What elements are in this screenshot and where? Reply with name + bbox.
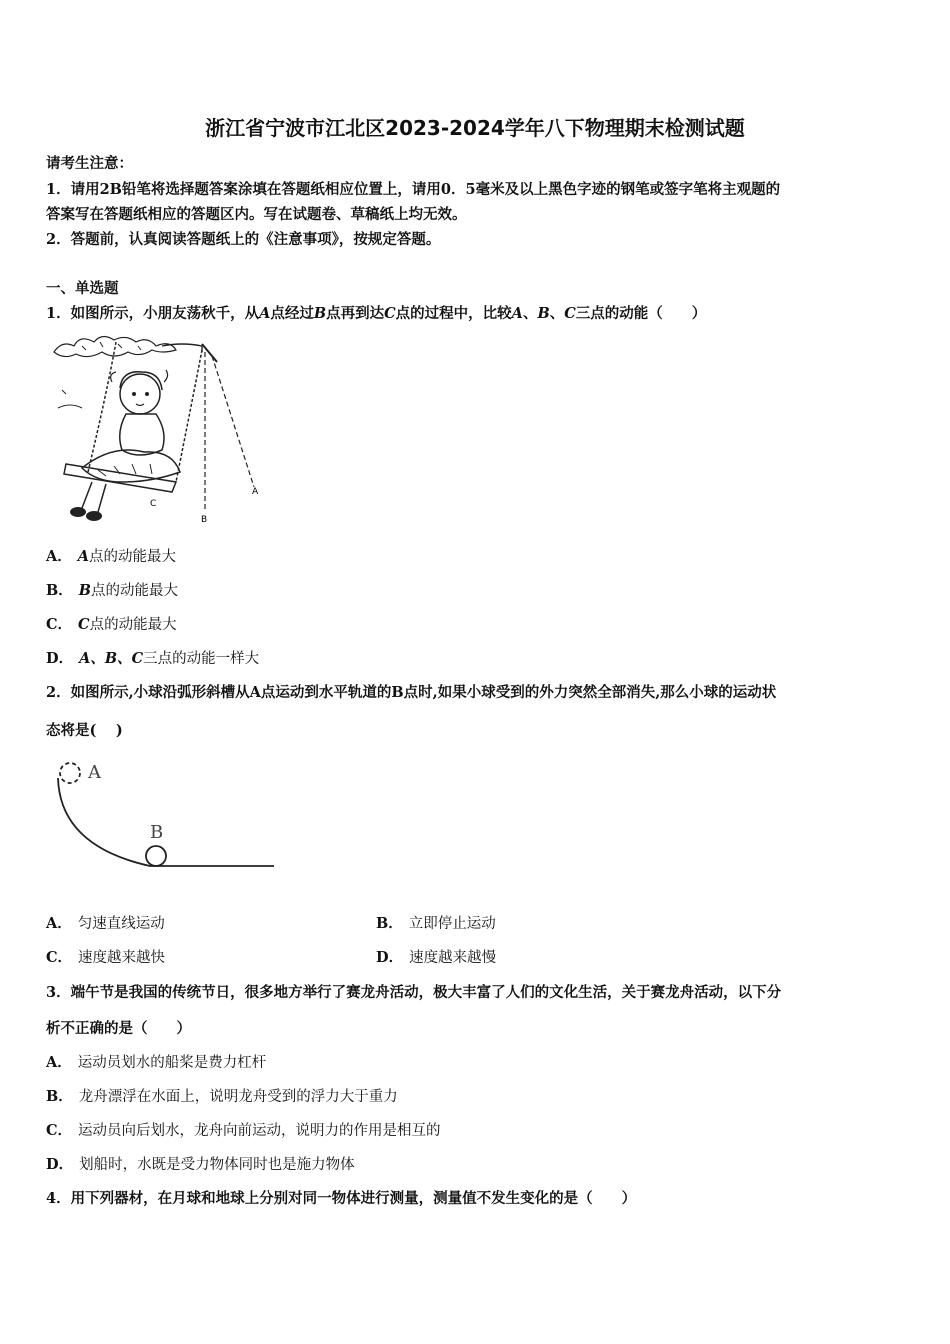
option-label: B． <box>46 582 73 599</box>
option-var: B <box>78 582 92 599</box>
swing-figure <box>52 332 272 532</box>
option-text: 立即停止运动 <box>408 916 496 932</box>
option-text: 运动员划水的船桨是费力杠杆 <box>77 1055 267 1071</box>
q2-option-a[interactable] <box>46 912 165 933</box>
option-text: 匀速直线运动 <box>77 916 165 932</box>
option-text: 龙舟漂浮在水面上，说明龙舟受到的浮力大于重力 <box>78 1089 398 1105</box>
q1-stem-part: 点再到达 <box>326 305 385 322</box>
q3-option-c[interactable] <box>46 1119 441 1140</box>
option-var: C <box>78 616 90 633</box>
q1-var: C <box>564 305 576 322</box>
option-text: 划船时，水既是受力物体同时也是施力物体 <box>79 1157 355 1173</box>
notice-item-2: 2．答题前，认真阅读答题纸上的《注意事项》，按规定答题。 <box>46 231 441 248</box>
page-title: 浙江省宁波市江北区2023-2024学年八下物理期末检测试题 <box>205 116 745 140</box>
option-var: A、B、C <box>79 650 144 667</box>
option-label: C． <box>46 949 73 966</box>
figure-label-b: B <box>201 515 208 525</box>
option-label: A． <box>46 915 72 932</box>
q2-option-c[interactable] <box>46 946 165 967</box>
option-text: 三点的动能一样大 <box>143 651 260 667</box>
question-1-stem <box>46 302 706 323</box>
question-4-stem: 4．用下列器材，在月球和地球上分别对同一物体进行测量，测量值不发生变化的是（ ） <box>46 1190 637 1207</box>
figure-label-b: B <box>150 822 164 843</box>
figure-label-a: A <box>88 762 101 783</box>
slope-ball-figure <box>50 756 280 876</box>
option-text: 点的动能最大 <box>91 583 179 599</box>
section-heading-single-choice: 一、单选题 <box>46 280 119 297</box>
question-3-stem-line-2: 析不正确的是（ ） <box>46 1020 191 1037</box>
q1-stem-part: 三点的动能（ ） <box>575 305 707 322</box>
option-label: D． <box>46 1156 74 1173</box>
q1-stem-part: 、 <box>549 305 565 322</box>
q1-var: A <box>259 305 271 322</box>
q1-option-a[interactable] <box>46 545 176 566</box>
option-label: A． <box>46 548 72 565</box>
q1-var: B <box>313 305 327 322</box>
question-2-stem-line-1: 2．如图所示,小球沿弧形斜槽从A点运动到水平轨道的B点时,如果小球受到的外力突然全部消失,那么小球的运动状 <box>46 684 777 701</box>
q1-var: A <box>511 305 523 322</box>
question-2-stem-line-2: 态将是( ) <box>46 722 123 739</box>
option-label: C． <box>46 616 73 633</box>
option-text: 点的动能最大 <box>89 617 177 633</box>
q1-option-d[interactable] <box>46 647 259 668</box>
q2-option-d[interactable] <box>376 946 496 967</box>
q1-stem-part: 点的过程中，比较 <box>395 305 512 322</box>
question-3-stem-line-1: 3．端午节是我国的传统节日，很多地方举行了赛龙舟活动，极大丰富了人们的文化生活，关于赛龙舟活动，以下分 <box>46 984 782 1001</box>
notice-heading: 请考生注意： <box>46 155 133 172</box>
notice-item-1-line-2: 答案写在答题纸相应的答题区内。写在试题卷、草稿纸上均无效。 <box>46 206 467 223</box>
q1-option-b[interactable] <box>46 579 178 600</box>
q2-option-b[interactable] <box>376 912 496 933</box>
q1-var: B <box>537 305 550 322</box>
q1-stem-part: 、 <box>522 305 538 322</box>
q3-option-b[interactable] <box>46 1085 398 1106</box>
option-label: D． <box>46 650 74 667</box>
option-text: 运动员向后划水，龙舟向前运动，说明力的作用是相互的 <box>78 1123 441 1139</box>
option-label: D． <box>376 949 404 966</box>
option-text: 点的动能最大 <box>89 549 177 565</box>
option-label: B． <box>376 915 403 932</box>
option-label: B． <box>46 1088 73 1105</box>
notice-item-1-line-1: 1．请用2B铅笔将选择题答案涂填在答题纸相应位置上，请用0．5毫米及以上黑色字迹的钢笔或签字笔将主观题的 <box>46 181 781 198</box>
q3-option-d[interactable] <box>46 1153 355 1174</box>
option-text: 速度越来越慢 <box>409 950 497 966</box>
option-label: A． <box>46 1054 72 1071</box>
figure-label-c: C <box>150 499 157 509</box>
q1-var: C <box>384 305 396 322</box>
q1-stem-part: 1．如图所示，小朋友荡秋千，从 <box>46 305 260 322</box>
figure-label-a: A <box>252 487 259 497</box>
q1-option-c[interactable] <box>46 613 177 634</box>
q3-option-a[interactable] <box>46 1051 266 1072</box>
option-text: 速度越来越快 <box>78 950 166 966</box>
q1-stem-part: 点经过 <box>270 305 314 322</box>
option-var: A <box>77 548 90 565</box>
option-label: C． <box>46 1122 73 1139</box>
